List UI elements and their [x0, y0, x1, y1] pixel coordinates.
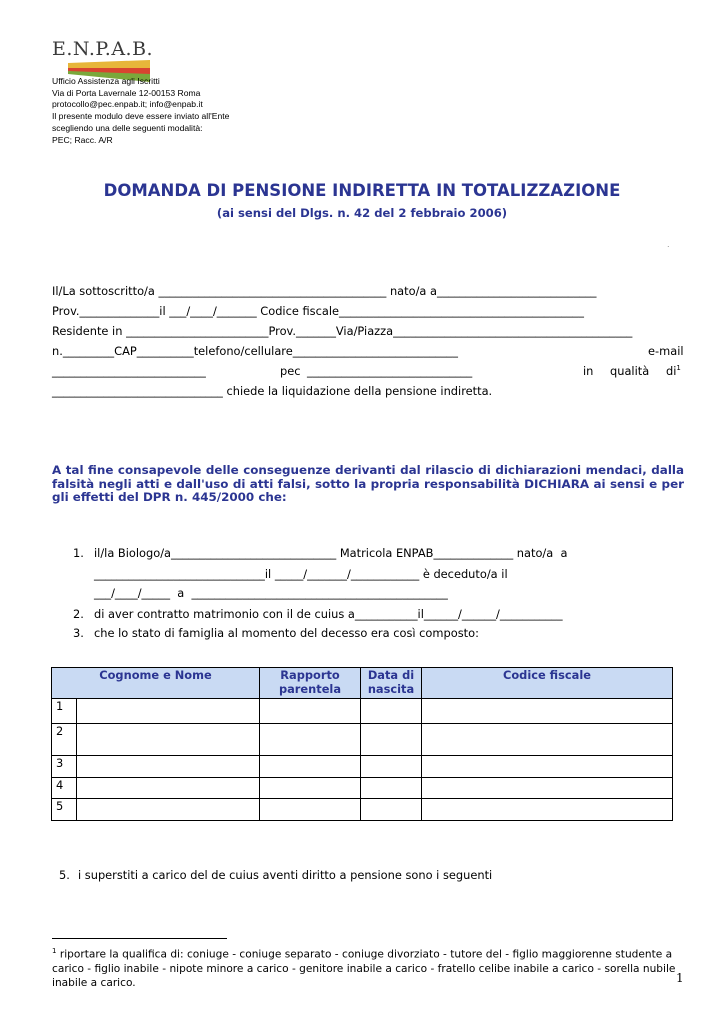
item-2-line: di aver contratto matrimonio con il de cuius a___________il______/______/___________ — [94, 607, 563, 621]
label-codice-fiscale: Codice fiscale — [260, 304, 340, 318]
row-cell-fiscal-code[interactable] — [422, 724, 673, 756]
pec-fill: _____________________________ — [307, 364, 473, 378]
applicant-line-5: ___________________________ — [52, 364, 206, 378]
applicant-line-6: ______________________________ chiede la liquidazione della pensione indiretta. — [52, 384, 493, 398]
row-cell-relation[interactable] — [260, 756, 361, 778]
label-prov: Prov. — [52, 304, 80, 318]
office-line: protocollo@pec.enpab.it; info@enpab.it — [52, 99, 203, 110]
label-nato-a: nato/a a — [389, 284, 438, 298]
row-cell-relation[interactable] — [260, 799, 361, 821]
row-number: 2 — [52, 724, 77, 755]
office-line: PEC; Racc. A/R — [52, 134, 113, 145]
label-il: il — [417, 607, 424, 621]
label-qualita: qualità — [610, 364, 650, 378]
label-a: a — [177, 586, 185, 600]
applicant-line-4: n._________CAP__________telefono/cellulare_____________________________ — [52, 344, 458, 358]
row-cell-birthdate[interactable] — [361, 756, 422, 778]
family-table — [51, 667, 673, 821]
row-number: 5 — [52, 799, 77, 820]
office-line: scegliendo una delle seguenti modalità: — [52, 122, 203, 133]
stray-dot: . — [667, 240, 670, 249]
label-in: in — [583, 364, 594, 378]
row-cell-birthdate[interactable] — [361, 778, 422, 799]
label-il: il — [264, 567, 272, 581]
label-email: e-mail — [648, 344, 684, 358]
row-cell-relation[interactable] — [260, 778, 361, 799]
label-deceduto: è deceduto/a il — [422, 567, 508, 581]
table-row — [52, 724, 673, 756]
header-data-nascita: Data di nascita — [361, 668, 422, 699]
footnote-separator — [52, 938, 227, 939]
label-nato-a: nato/a a — [516, 546, 568, 560]
row-cell-birthdate[interactable] — [361, 724, 422, 756]
row-cell-name[interactable] — [52, 699, 260, 724]
item-5-text: i superstiti a carico del de cuius aventi diritto a pensione sono i seguenti — [78, 868, 493, 882]
declaration-paragraph: A tal fine consapevole delle conseguenze derivanti dal rilascio di dichiarazioni mendaci, dalla falsità negli atti e dall'uso di atti falsi, sotto la propria responsabilità DICHIARA ai sensi e per gli effetti del DPR n. 445/2000 che: — [52, 463, 684, 504]
header-rapporto-parentela: Rapporto parentela — [260, 668, 361, 699]
table-header-row — [52, 668, 673, 699]
table-row — [52, 756, 673, 778]
office-line: Via di Porta Lavernale 12-00153 Roma — [52, 87, 201, 98]
table-row — [52, 799, 673, 821]
item-number-5: 5. — [59, 868, 70, 882]
label-telefono: telefono/cellulare — [193, 344, 293, 358]
footnote — [52, 944, 692, 990]
office-line: Ufficio Assistenza agli Iscritti — [52, 76, 160, 86]
item-number-1: 1. — [73, 546, 84, 560]
header-codice-fiscale: Codice fiscale — [422, 668, 673, 699]
label-prov: Prov. — [268, 324, 297, 338]
row-cell-relation[interactable] — [260, 699, 361, 724]
row-number: 3 — [52, 756, 77, 777]
office-address — [52, 76, 229, 146]
row-cell-fiscal-code[interactable] — [422, 799, 673, 821]
footnote-text: riportare la qualifica di: coniuge - coniuge separato - coniuge divorziato - tutore del - figlio maggiorenne studente a carico - figlio inabile - nipote minore a carico - genitore inabile a carico - fratello celibe inabile a carico - sorella nubile inabile a carico. — [52, 948, 676, 989]
row-cell-name[interactable] — [52, 756, 260, 778]
label-via-piazza: Via/Piazza — [335, 324, 394, 338]
footnote-mark: 1 — [52, 947, 57, 955]
item-1-line-a: il/la Biologo/a_____________________________ Matricola ENPAB______________ nato/a a — [94, 546, 568, 560]
item-number-2: 2. — [73, 607, 84, 621]
item-3-text: che lo stato di famiglia al momento del decesso era così composto: — [94, 626, 479, 640]
label-matrimonio: di aver contratto matrimonio con il de cuius a — [94, 607, 355, 621]
label-matricola: Matricola ENPAB — [339, 546, 434, 560]
label-biologo: il/la Biologo/a — [94, 546, 172, 560]
row-cell-fiscal-code[interactable] — [422, 699, 673, 724]
row-cell-fiscal-code[interactable] — [422, 756, 673, 778]
row-cell-name[interactable] — [52, 799, 260, 821]
row-cell-name[interactable] — [52, 724, 260, 756]
label-di — [666, 364, 681, 378]
footnote-ref: 1 — [676, 364, 681, 373]
label-il: il — [159, 304, 166, 318]
label-cap: CAP — [114, 344, 137, 358]
label-pec: pec — [280, 364, 301, 378]
row-cell-fiscal-code[interactable] — [422, 778, 673, 799]
item-number-3: 3. — [73, 626, 84, 640]
applicant-line-1: Il/La sottoscritto/a ________________________________________ nato/a a____________________________ — [52, 284, 597, 298]
row-cell-name[interactable] — [52, 778, 260, 799]
row-cell-birthdate[interactable] — [361, 799, 422, 821]
label-numero: n. — [52, 344, 63, 358]
header-cognome-nome: Cognome e Nome — [52, 668, 260, 699]
applicant-line-3: Residente in _________________________Prov._______Via/Piazza__________________________________________ — [52, 324, 633, 338]
label-sottoscritto: Il/La sottoscritto/a — [52, 284, 155, 298]
table-row — [52, 699, 673, 724]
label-residente: Residente in — [52, 324, 123, 338]
item-1-line-b: ______________________________il _____/_______/____________ è deceduto/a il — [94, 567, 508, 581]
request-text: chiede la liquidazione della pensione indiretta. — [226, 384, 493, 398]
document-subtitle: (ai sensi del Dlgs. n. 42 del 2 febbraio 2006) — [216, 206, 508, 220]
table-row — [52, 778, 673, 799]
document-title: DOMANDA DI PENSIONE INDIRETTA IN TOTALIZZAZIONE — [103, 181, 621, 200]
label-di-text: di — [666, 364, 677, 378]
row-cell-birthdate[interactable] — [361, 699, 422, 724]
page-number: 1 — [676, 971, 684, 985]
applicant-line-2: Prov.______________il ___/____/_______ Codice fiscale___________________________________________ — [52, 304, 584, 318]
row-number: 1 — [52, 699, 77, 723]
row-cell-relation[interactable] — [260, 724, 361, 756]
logo-wordmark: E.N.P.A.B. — [52, 38, 154, 60]
office-line: Il presente modulo deve essere inviato all'Ente — [52, 111, 230, 122]
item-1-line-c: ___/____/_____ a _____________________________________________ — [94, 586, 448, 600]
row-number: 4 — [52, 778, 77, 798]
